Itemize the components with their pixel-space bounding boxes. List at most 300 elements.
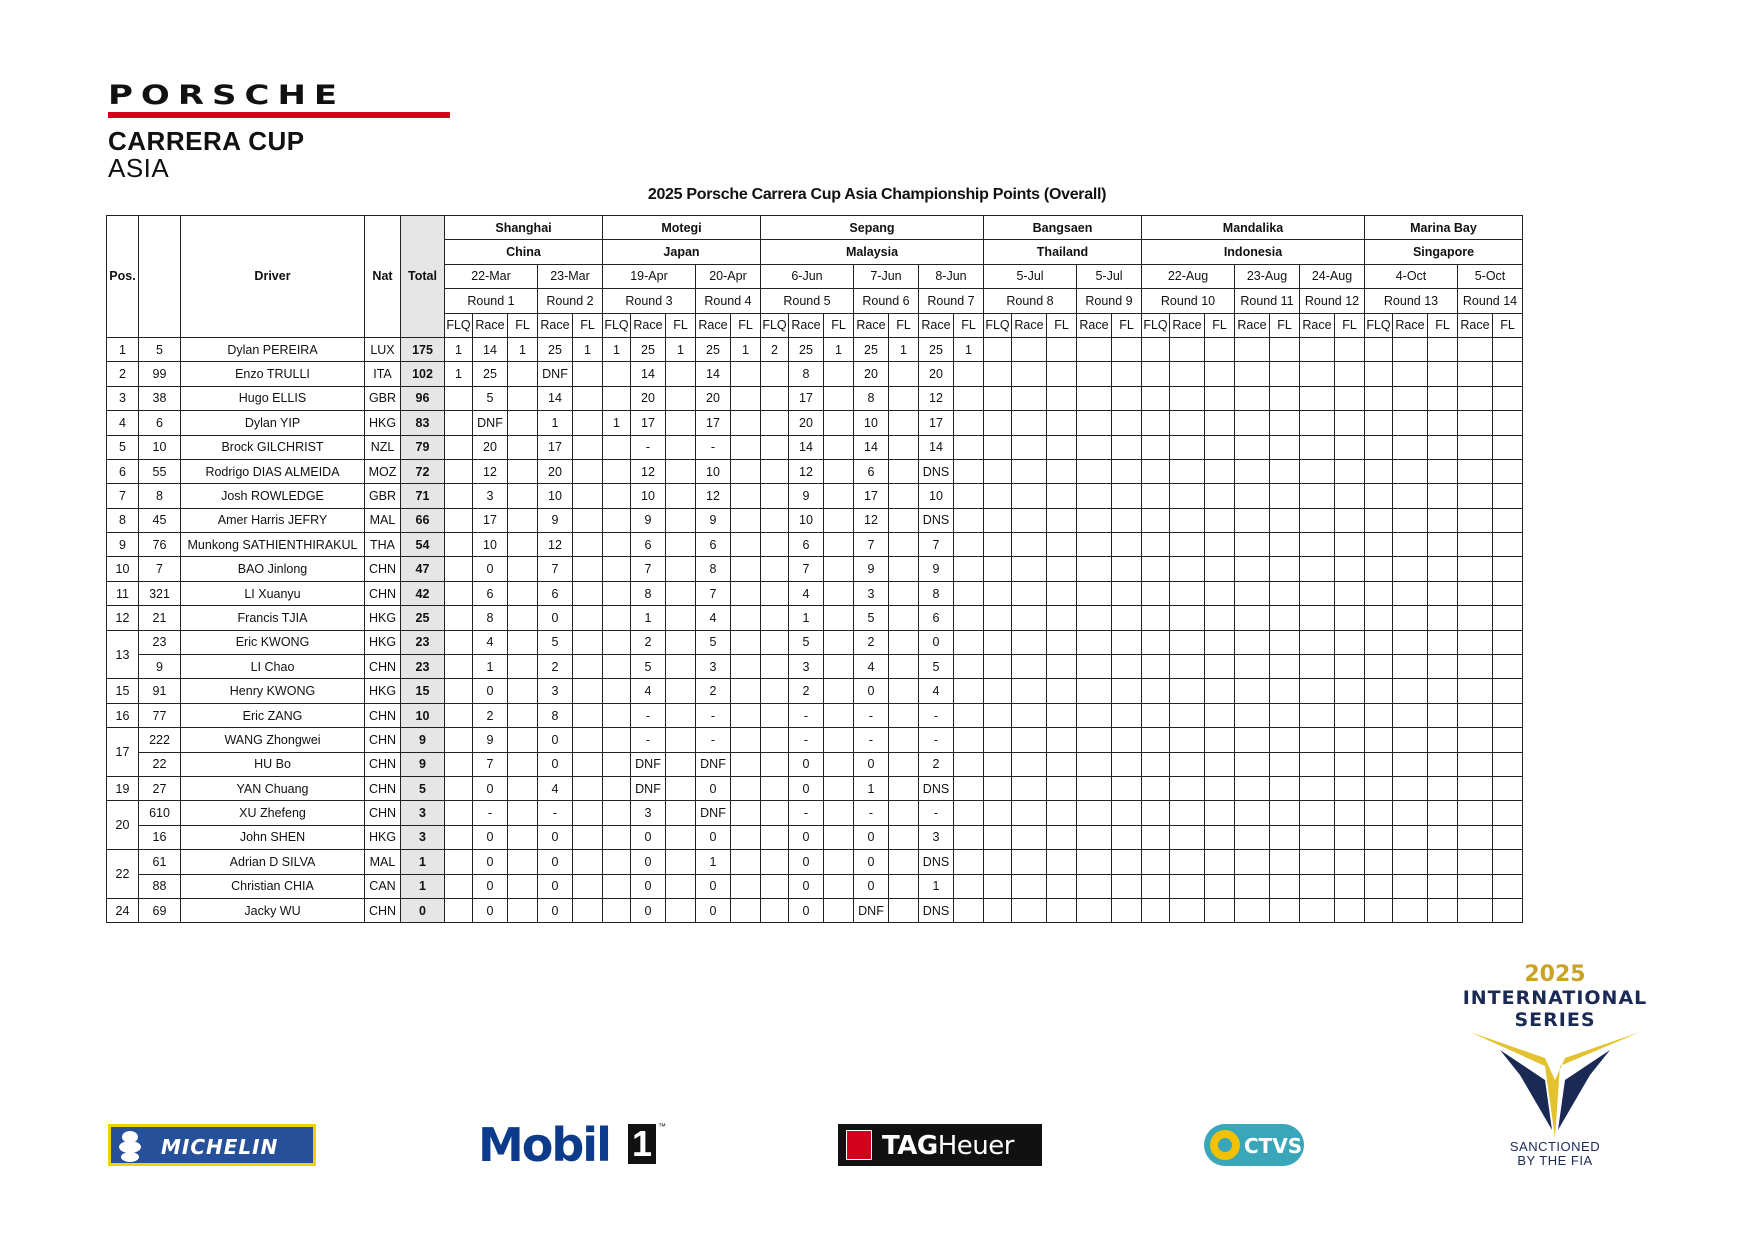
points-cell [445,752,473,776]
fl-header: FL [1270,313,1300,337]
total-cell: 23 [401,630,445,654]
points-cell [824,776,854,800]
points-cell [1170,679,1205,703]
points-cell [1077,508,1112,532]
round-label: Round 14 [1458,289,1523,313]
pos-cell: 13 [107,630,139,679]
points-cell [824,728,854,752]
points-cell [1112,459,1142,483]
points-cell [1142,630,1170,654]
points-cell [1012,533,1047,557]
event-country: Japan [603,240,761,264]
points-cell [1335,679,1365,703]
driver-cell: Dylan YIP [181,411,365,435]
points-cell: 0 [631,874,666,898]
comp-no-cell: 321 [139,581,181,605]
event-date: 4-Oct [1365,264,1458,288]
points-cell [1235,850,1270,874]
points-cell [445,703,473,727]
race-header: Race [789,313,824,337]
points-cell [1012,655,1047,679]
points-cell [1170,557,1205,581]
points-cell: 0 [473,898,508,922]
event-circuit: Shanghai [445,216,603,240]
comp-no-cell: 22 [139,752,181,776]
points-cell: 2 [631,630,666,654]
points-cell [573,435,603,459]
points-cell: 1 [731,337,761,361]
points-cell [1235,581,1270,605]
points-cell [954,435,984,459]
points-cell [1428,337,1458,361]
points-cell [1300,898,1335,922]
comp-no-cell: 610 [139,801,181,825]
comp-no-cell: 6 [139,411,181,435]
nat-cell: THA [365,533,401,557]
points-cell [731,728,761,752]
points-cell [1393,752,1428,776]
points-cell: 0 [854,679,889,703]
points-cell: 17 [919,411,954,435]
points-cell [445,435,473,459]
points-cell [1142,825,1170,849]
points-cell [889,533,919,557]
points-cell: DNS [919,776,954,800]
points-cell [1335,411,1365,435]
points-cell [984,557,1012,581]
page-title: 2025 Porsche Carrera Cup Asia Championship Points (Overall) [647,186,1107,203]
fl-header: FL [954,313,984,337]
points-cell: 3 [473,484,508,508]
points-cell [1270,850,1300,874]
comp-no-cell: 5 [139,337,181,361]
points-cell [1365,825,1393,849]
points-cell [761,655,789,679]
points-cell [666,679,696,703]
event-date: 23-Mar [538,264,603,288]
table-row [107,703,1523,727]
points-cell [1170,776,1205,800]
points-cell [731,484,761,508]
points-cell [1428,776,1458,800]
points-cell: - [919,703,954,727]
points-cell [1077,435,1112,459]
points-cell [1142,386,1170,410]
points-cell [1365,850,1393,874]
points-cell [1428,533,1458,557]
total-cell: 175 [401,337,445,361]
points-cell: 4 [854,655,889,679]
points-cell [1077,898,1112,922]
driver-cell: Eric ZANG [181,703,365,727]
points-cell: - [789,728,824,752]
points-cell [761,898,789,922]
points-cell [508,655,538,679]
points-cell: - [919,801,954,825]
points-cell [1170,508,1205,532]
points-cell [1458,386,1493,410]
points-cell: 12 [789,459,824,483]
points-cell [1235,337,1270,361]
points-cell [1012,435,1047,459]
points-cell [1112,850,1142,874]
points-cell [731,411,761,435]
points-cell [1335,484,1365,508]
comp-no-cell: 7 [139,557,181,581]
points-cell [761,703,789,727]
points-cell [1300,703,1335,727]
points-cell [445,484,473,508]
points-cell [1493,898,1523,922]
table-row [107,581,1523,605]
points-cell [761,630,789,654]
points-cell: 20 [919,362,954,386]
driver-cell: Munkong SATHIENTHIRAKUL [181,533,365,557]
points-cell [889,752,919,776]
points-cell [1393,362,1428,386]
points-cell [445,776,473,800]
badge-line2: SERIES [1514,1009,1596,1031]
international-series-badge [1460,962,1650,1172]
fl-header: FL [1112,313,1142,337]
points-cell: 25 [854,337,889,361]
points-cell: 9 [538,508,573,532]
driver-cell: Rodrigo DIAS ALMEIDA [181,459,365,483]
points-cell [731,850,761,874]
points-cell: 8 [789,362,824,386]
pos-cell: 15 [107,679,139,703]
points-cell: 20 [696,386,731,410]
points-cell [1428,679,1458,703]
points-cell [1047,411,1077,435]
points-cell [1428,898,1458,922]
pos-cell: 2 [107,362,139,386]
points-cell [824,850,854,874]
points-cell [1012,557,1047,581]
points-cell [573,630,603,654]
event-circuit: Motegi [603,216,761,240]
pos-cell: 4 [107,411,139,435]
ctvs-ring-icon [1210,1130,1240,1160]
points-cell [445,801,473,825]
points-cell [824,435,854,459]
points-cell: 6 [854,459,889,483]
points-cell: 3 [538,679,573,703]
points-cell [1047,459,1077,483]
points-cell: - [696,728,731,752]
points-cell: 8 [854,386,889,410]
points-cell [889,874,919,898]
points-cell [1012,459,1047,483]
round-label: Round 1 [445,289,538,313]
points-cell: 0 [631,850,666,874]
table-row [107,825,1523,849]
points-cell [1270,459,1300,483]
points-cell [1142,703,1170,727]
points-cell [445,825,473,849]
points-cell [1270,508,1300,532]
comp-no-cell: 10 [139,435,181,459]
points-cell [1012,703,1047,727]
points-cell [1142,679,1170,703]
points-cell [445,655,473,679]
points-cell [731,801,761,825]
points-cell [889,801,919,825]
event-country: China [445,240,603,264]
points-cell [603,850,631,874]
points-cell [1393,484,1428,508]
points-cell [889,459,919,483]
points-cell [1077,362,1112,386]
points-cell [603,435,631,459]
points-cell: 17 [631,411,666,435]
points-cell: 0 [854,874,889,898]
points-cell: DNF [538,362,573,386]
points-cell [1170,655,1205,679]
points-cell [1300,362,1335,386]
points-cell [445,386,473,410]
total-cell: 9 [401,752,445,776]
comp-no-cell: 9 [139,655,181,679]
points-cell [1077,801,1112,825]
points-cell [1335,557,1365,581]
event-country: Thailand [984,240,1142,264]
table-row [107,606,1523,630]
points-cell [508,435,538,459]
points-cell [1335,655,1365,679]
points-cell: 10 [473,533,508,557]
points-cell: - [854,703,889,727]
points-cell [603,581,631,605]
points-cell: 1 [603,337,631,361]
points-cell [954,362,984,386]
nat-cell: MAL [365,850,401,874]
header-row [107,216,1523,240]
points-cell [1393,801,1428,825]
ctvs-logo [1204,1124,1304,1166]
total-cell: 71 [401,484,445,508]
points-cell: DNS [919,459,954,483]
points-cell [508,581,538,605]
points-cell [603,655,631,679]
points-cell [984,776,1012,800]
points-cell [1428,850,1458,874]
points-cell [1270,655,1300,679]
points-cell: 9 [631,508,666,532]
points-cell [1335,776,1365,800]
points-cell [1335,508,1365,532]
points-cell [761,435,789,459]
race-header: Race [854,313,889,337]
points-cell [1205,508,1235,532]
points-cell [573,679,603,703]
total-cell: 0 [401,898,445,922]
nat-cell: HKG [365,606,401,630]
fl-header: FL [666,313,696,337]
fl-header: FL [1335,313,1365,337]
total-cell: 1 [401,850,445,874]
event-date: 22-Mar [445,264,538,288]
points-cell [1270,776,1300,800]
pos-cell: 5 [107,435,139,459]
points-cell: 0 [538,898,573,922]
nat-cell: GBR [365,386,401,410]
points-cell: 0 [696,825,731,849]
comp-no-cell: 99 [139,362,181,386]
points-cell: - [631,435,666,459]
points-cell: 3 [631,801,666,825]
points-cell [1335,337,1365,361]
points-cell: 14 [538,386,573,410]
points-cell [824,411,854,435]
points-cell: 2 [919,752,954,776]
points-cell [1458,776,1493,800]
points-cell [984,581,1012,605]
points-cell: 2 [473,703,508,727]
flq-header: FLQ [761,313,789,337]
points-cell [731,655,761,679]
race-header: Race [919,313,954,337]
points-cell: 12 [631,459,666,483]
points-cell: 3 [789,655,824,679]
pos-cell: 1 [107,337,139,361]
total-cell: 25 [401,606,445,630]
points-cell [1393,825,1428,849]
points-cell: DNF [854,898,889,922]
points-cell: 14 [789,435,824,459]
points-cell [1112,874,1142,898]
fl-header: FL [731,313,761,337]
driver-cell: XU Zhefeng [181,801,365,825]
points-cell [1205,630,1235,654]
points-cell [761,606,789,630]
points-cell: 7 [696,581,731,605]
points-cell [1077,703,1112,727]
points-cell [824,386,854,410]
points-cell [573,459,603,483]
points-cell [1142,581,1170,605]
points-cell [445,898,473,922]
round-label: Round 10 [1142,289,1235,313]
points-cell [1335,801,1365,825]
points-cell [1047,362,1077,386]
points-cell: 0 [789,850,824,874]
points-cell: 12 [696,484,731,508]
points-cell [1458,533,1493,557]
points-cell: 0 [854,752,889,776]
points-cell [1235,459,1270,483]
nat-cell: CHN [365,801,401,825]
points-cell: 17 [789,386,824,410]
points-cell [1112,776,1142,800]
points-cell [1012,508,1047,532]
points-cell [1235,533,1270,557]
event-date: 24-Aug [1300,264,1365,288]
points-cell [1428,728,1458,752]
points-cell [984,679,1012,703]
points-cell [731,703,761,727]
points-cell [1077,484,1112,508]
michelin-text: MICHELIN [161,1135,279,1159]
points-cell [984,484,1012,508]
badge-year: 2025 [1524,962,1586,987]
points-cell [1012,606,1047,630]
points-cell [731,874,761,898]
points-cell [445,630,473,654]
points-cell [1393,533,1428,557]
points-cell: 9 [696,508,731,532]
points-cell: 6 [789,533,824,557]
points-cell [1205,801,1235,825]
points-cell [1205,752,1235,776]
points-cell [573,362,603,386]
flq-header: FLQ [445,313,473,337]
points-cell [1112,728,1142,752]
brand-red-bar [108,112,450,118]
points-cell [954,850,984,874]
points-cell [1012,850,1047,874]
points-cell [1458,752,1493,776]
points-cell [666,655,696,679]
total-cell: 3 [401,825,445,849]
points-cell [824,459,854,483]
table-row [107,850,1523,874]
points-cell [1393,337,1428,361]
badge-sanctioned-line2: BY THE FIA [1517,1153,1593,1168]
points-cell [889,484,919,508]
points-cell [1170,362,1205,386]
points-cell: 10 [854,411,889,435]
points-cell [984,606,1012,630]
points-cell [824,655,854,679]
points-cell [1235,776,1270,800]
points-cell [1170,459,1205,483]
points-cell: 3 [696,655,731,679]
table-row [107,533,1523,557]
points-cell [1270,337,1300,361]
points-cell [1205,337,1235,361]
points-cell [1142,655,1170,679]
event-country: Malaysia [761,240,984,264]
points-cell [1393,850,1428,874]
comp-no-cell: 45 [139,508,181,532]
race-header: Race [538,313,573,337]
driver-cell: Enzo TRULLI [181,362,365,386]
points-cell [761,728,789,752]
points-cell [666,898,696,922]
points-cell [731,776,761,800]
pos-cell: 17 [107,728,139,777]
points-cell [1142,557,1170,581]
points-cell: 4 [538,776,573,800]
comp-no-cell: 88 [139,874,181,898]
points-cell [1493,435,1523,459]
points-cell [1393,703,1428,727]
total-cell: 42 [401,581,445,605]
round-label: Round 11 [1235,289,1300,313]
fl-header: FL [889,313,919,337]
driver-cell: Francis TJIA [181,606,365,630]
points-cell [1393,606,1428,630]
points-cell [508,728,538,752]
points-cell: 8 [538,703,573,727]
points-cell: 6 [631,533,666,557]
nat-cell: HKG [365,679,401,703]
points-cell: 0 [789,752,824,776]
points-cell: 12 [854,508,889,532]
nat-cell: CHN [365,776,401,800]
tagheuer-text [882,1131,1014,1161]
